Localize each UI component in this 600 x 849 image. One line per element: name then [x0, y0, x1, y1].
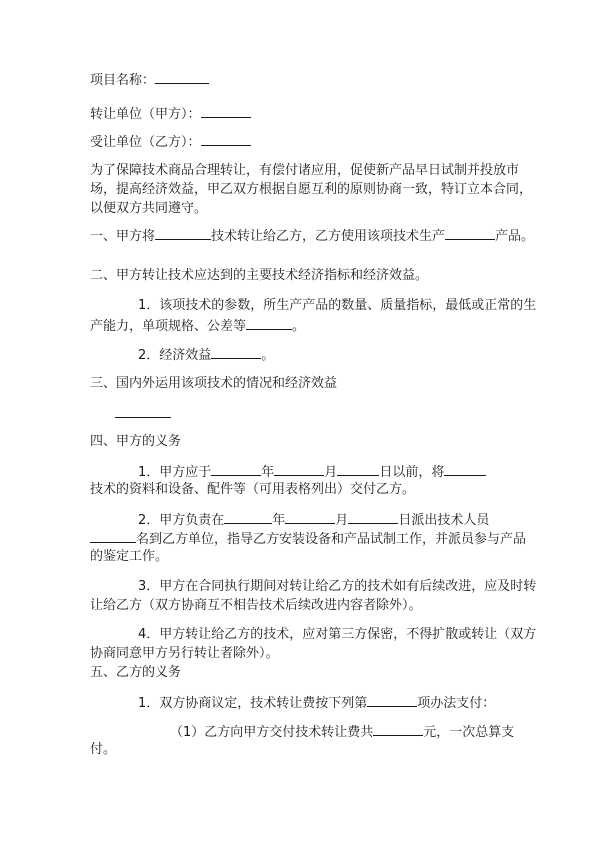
s4-blank-year[interactable]	[211, 462, 261, 476]
s4-item4-line2: 协商同意甲方另行转让者除外）。	[90, 646, 279, 661]
s4-item2-month: 月	[335, 513, 349, 528]
s3-blank-row	[115, 404, 545, 424]
s4-item2-line2	[90, 529, 527, 549]
s2-period-2: 。	[261, 348, 275, 363]
s4-item1-line2: 技术的资料和设备、配件等（可用表格列出）交付乙方。	[90, 482, 416, 497]
s4-month: 月	[324, 465, 338, 480]
preamble-line-2: 场，提高经济效益，甲乙双方根据自愿互利的原则协商一致，特订立本合同，	[90, 182, 533, 197]
s4-item2-line3: 的鉴定工作。	[90, 549, 169, 564]
project-name-row	[90, 70, 520, 90]
preamble-line-1: 为了保障技术商品合理转让，有偿付诸应用，促使新产品早日试制并投放市	[90, 163, 520, 178]
s3-blank[interactable]	[115, 404, 171, 418]
transferor-blank[interactable]	[201, 104, 251, 118]
section-4-title: 四、甲方的义务	[90, 434, 182, 449]
s4-item3-line1: 3．甲方在合同执行期间对转让给乙方的技术如有后续改进，应及时转	[138, 579, 537, 594]
s1-text-b: 技术转让给乙方，乙方使用该项技术生产	[211, 229, 446, 244]
transferor-label: 转让单位（甲方）：	[90, 107, 201, 122]
s5-blank-fee[interactable]	[373, 722, 423, 736]
s5-sub1-line1	[170, 722, 600, 742]
s4-blank-tech[interactable]	[444, 462, 486, 476]
s5-item1	[138, 693, 568, 713]
s1-text-a: 一、甲方将	[90, 229, 156, 244]
section-3-title: 三、国内外运用该项技术的情况和经济效益	[90, 376, 338, 391]
s4-item2-blank-day[interactable]	[348, 510, 398, 524]
s4-item2-text-a: 2．甲方负责在	[138, 513, 225, 528]
s5-sub1-text-a: （1）乙方向甲方交付技术转让费共	[170, 725, 374, 740]
project-name-blank[interactable]	[155, 70, 209, 84]
s2-item2	[138, 345, 568, 365]
transferee-row	[90, 132, 520, 152]
s2-item1-line1: 1．该项技术的参数，所生产产品的数量、质量指标，最低或正常的生	[138, 298, 537, 313]
s5-item1-text-a: 1．双方协商议定，技术转让费按下列第	[138, 696, 368, 711]
s4-item1-text-a: 1．甲方应于	[138, 465, 212, 480]
s5-blank-method[interactable]	[367, 693, 417, 707]
s2-item2-text: 2．经济效益	[138, 348, 212, 363]
s5-item1-text-b: 项办法支付：	[417, 696, 496, 711]
s4-blank-month[interactable]	[274, 462, 324, 476]
s2-item1-line2	[90, 316, 520, 336]
s4-item2-line1	[138, 510, 568, 530]
s4-blank-staff-count[interactable]	[90, 529, 136, 543]
s1-text-c: 产品。	[495, 229, 535, 244]
s5-sub1-line2: 付。	[90, 742, 117, 757]
s4-year: 年	[261, 465, 275, 480]
s2-blank-benefit[interactable]	[211, 345, 261, 359]
s4-item1-line1	[138, 462, 568, 482]
section-1	[90, 226, 535, 246]
project-name-label: 项目名称：	[90, 73, 156, 88]
s4-item2-blank-year[interactable]	[224, 510, 272, 524]
s4-item1-text-b: 日以前，将	[379, 465, 445, 480]
transferee-blank[interactable]	[201, 132, 251, 146]
s4-item2-year: 年	[272, 513, 286, 528]
s4-item2-line2-text: 名到乙方单位，指导乙方安装设备和产品试制工作，并派员参与产品	[136, 532, 527, 547]
s5-sub1-text-b: 元，一次总算支	[423, 725, 515, 740]
preamble-line-3: 以便双方共同遵守。	[90, 201, 208, 216]
s1-blank-product[interactable]	[445, 226, 495, 240]
s2-blank-spec[interactable]	[246, 316, 292, 330]
s2-item1-line2-text: 产能力，单项规格、公差等	[90, 319, 247, 334]
s4-item4-line1: 4．甲方转让给乙方的技术，应对第三方保密，不得扩散或转让（双方	[138, 627, 537, 642]
s4-blank-day[interactable]	[337, 462, 379, 476]
transferor-row	[90, 104, 520, 124]
s4-item2-text-b: 日派出技术人员	[398, 513, 490, 528]
s4-item2-blank-month[interactable]	[285, 510, 335, 524]
transferee-label: 受让单位（乙方）：	[90, 135, 201, 150]
s4-item3-line2: 让给乙方（双方协商互不相告技术后续改进内容者除外）。	[90, 598, 422, 613]
section-5-title: 五、乙方的义务	[90, 665, 182, 680]
s1-blank-tech[interactable]	[155, 226, 211, 240]
section-2-title: 二、甲方转让技术应达到的主要技术经济指标和经济效益。	[90, 268, 429, 283]
s2-period-1: 。	[292, 319, 306, 334]
